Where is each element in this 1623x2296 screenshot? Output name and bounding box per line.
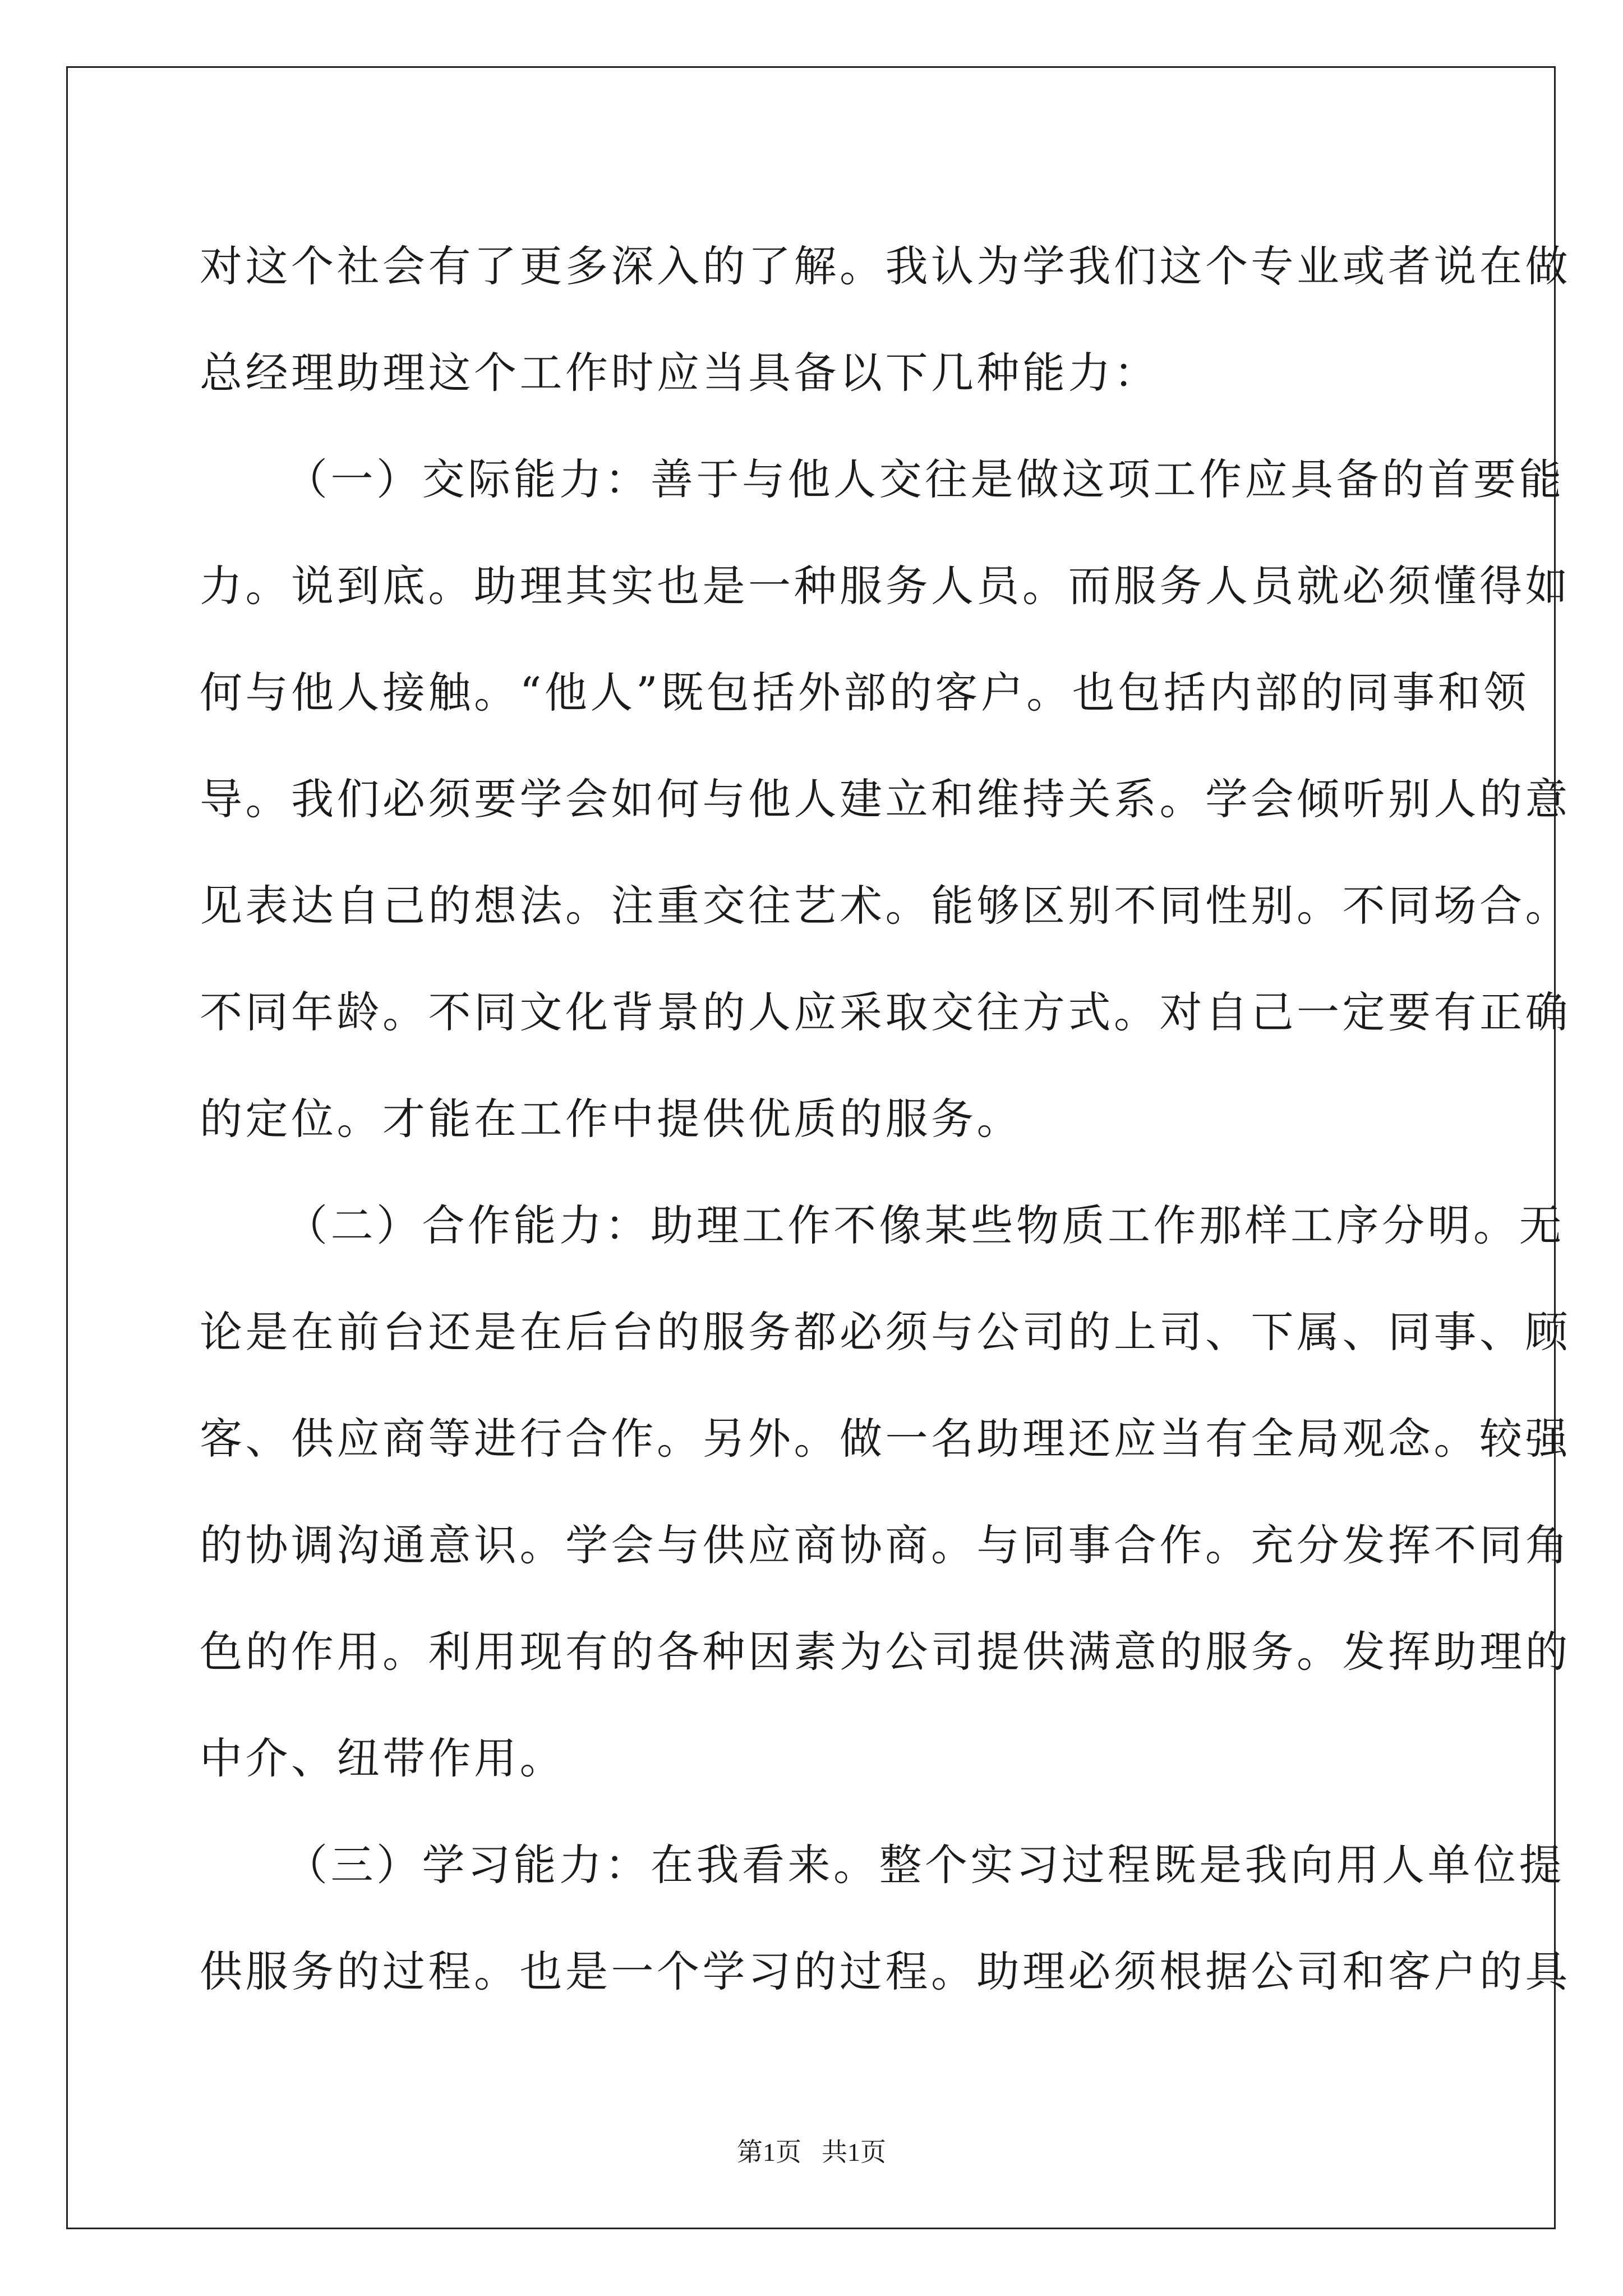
text-line: 何与他人接触。“他人”既包括外部的客户。也包括内部的同事和领 (200, 668, 1529, 717)
text-line: 对这个社会有了更多深入的了解。我认为学我们这个专业或者说在做 (200, 241, 1571, 291)
text-line: （一）交际能力：善于与他人交往是做这项工作应具备的首要能 (285, 454, 1565, 504)
text-line: （二）合作能力：助理工作不像某些物质工作那样工序分明。无 (285, 1200, 1565, 1250)
text-line: 供服务的过程。也是一个学习的过程。助理必须根据公司和客户的具 (200, 1947, 1571, 1996)
text-line: 论是在前台还是在后台的服务都必须与公司的上司、下属、同事、顾 (200, 1307, 1571, 1357)
document-body (200, 213, 1571, 2025)
page-footer (0, 2132, 1623, 2169)
text-line: 力。说到底。助理其实也是一种服务人员。而服务人员就必须懂得如 (200, 561, 1571, 611)
text-line: 总经理助理这个工作时应当具备以下几种能力： (200, 348, 1160, 398)
page-number: 第1页 (737, 2138, 801, 2166)
text-line: 见表达自己的想法。注重交往艺术。能够区别不同性别。不同场合。 (200, 881, 1571, 931)
text-line: （三）学习能力：在我看来。整个实习过程既是我向用人单位提 (285, 1840, 1565, 1890)
text-line: 中介、纽带作用。 (200, 1733, 565, 1783)
text-line: 的协调沟通意识。学会与供应商协商。与同事合作。充分发挥不同角 (200, 1520, 1571, 1570)
text-line: 不同年龄。不同文化背景的人应采取交往方式。对自己一定要有正确 (200, 987, 1571, 1037)
text-line: 导。我们必须要学会如何与他人建立和维持关系。学会倾听别人的意 (200, 774, 1571, 824)
text-line: 的定位。才能在工作中提供优质的服务。 (200, 1094, 1022, 1144)
page-total: 共1页 (822, 2138, 886, 2166)
text-line: 客、供应商等进行合作。另外。做一名助理还应当有全局观念。较强 (200, 1414, 1571, 1464)
text-line: 色的作用。利用现有的各种因素为公司提供满意的服务。发挥助理的 (200, 1627, 1571, 1677)
